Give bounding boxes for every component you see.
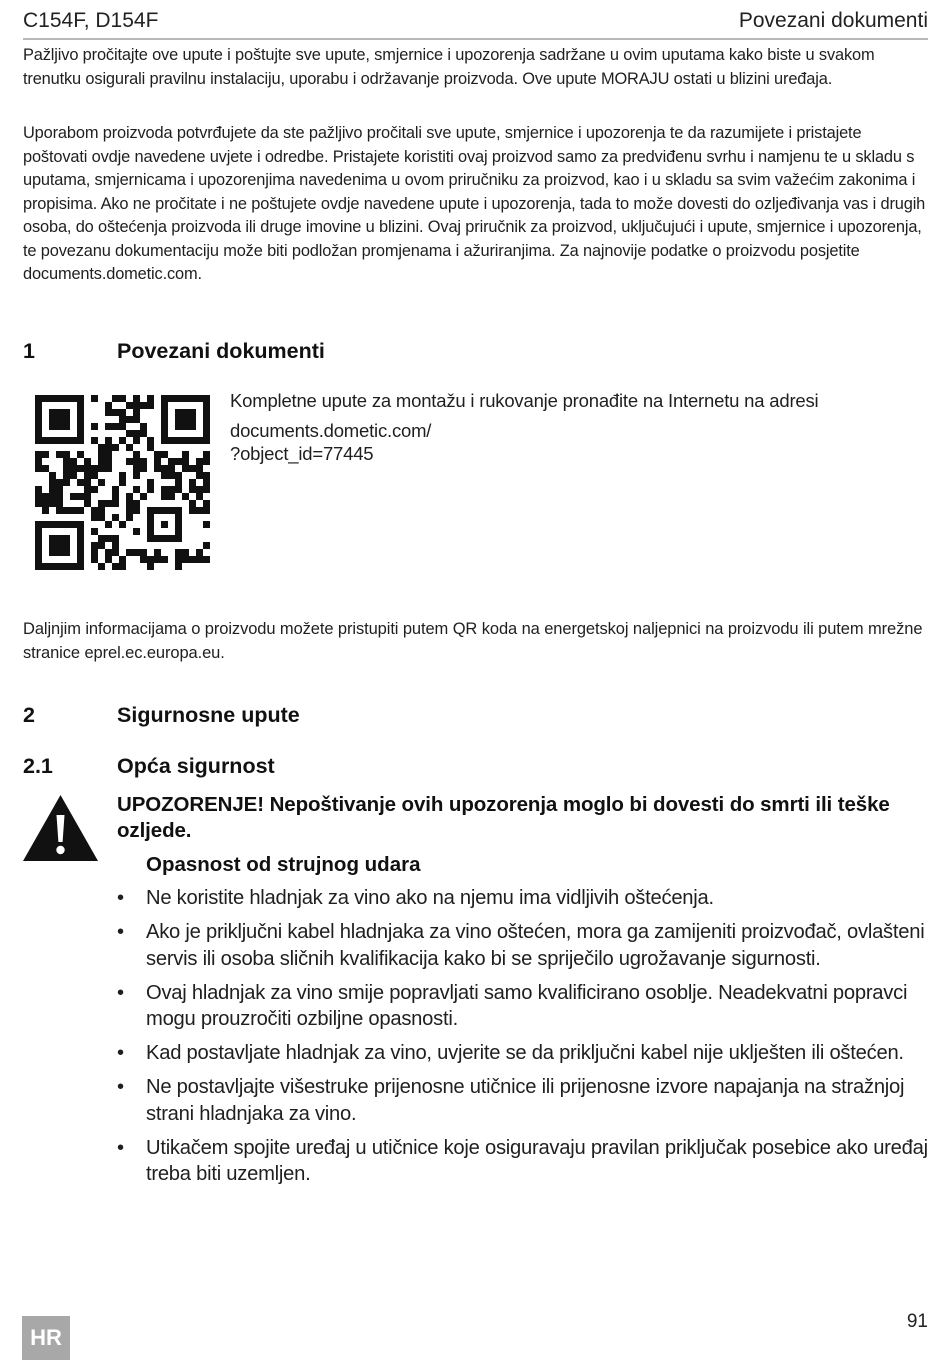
bullet-glyph: • xyxy=(117,1076,124,1098)
bullet-glyph: • xyxy=(117,1042,124,1064)
hazard-heading: Opasnost od strujnog udara xyxy=(146,853,421,876)
bullet-glyph: • xyxy=(117,981,124,1004)
documents-info-text: Kompletne upute za montažu i rukovanje pronađite na Internetu na adresi xyxy=(230,390,819,411)
documents-url-line-2[interactable]: ?object_id=77445 xyxy=(230,443,374,464)
warning-statement: UPOZORENJE! Nepoštivanje ovih upozorenja moglo bi dovesti do smrti ili teške ozljede. xyxy=(117,793,890,842)
list-item-text: Utikačem spojite uređaj u utičnice koje osiguravaju pravilan priključak posebice ako uređaj treba biti uzemljen. xyxy=(146,1136,928,1185)
page-number: 91 xyxy=(906,1311,928,1332)
section-2-title: Sigurnosne upute xyxy=(117,703,300,727)
page-header xyxy=(23,8,928,40)
section-2-1-number: 2.1 xyxy=(23,754,53,778)
language-badge: HR xyxy=(22,1316,70,1360)
header-model: C154F, D154F xyxy=(23,9,159,32)
warning-triangle-icon xyxy=(22,793,99,863)
bullet-glyph: • xyxy=(117,921,124,943)
header-section: Povezani dokumenti xyxy=(738,9,928,32)
list-item-text: Ne postavljajte višestruke prijenosne utičnice ili prijenosne izvore napajanja na stražnjoj strani hladnjaka za vino. xyxy=(146,1076,905,1125)
intro-paragraph-1: Pažljivo pročitajte ove upute i poštujte sve upute, smjernice i upozorenja sadržane u ovim uputama kako biste u svakom trenutku osigurali pravilnu instalaciju, uporabu i održavanje proizvoda. Ove upute MORAJU ostati u blizini uređaja. xyxy=(23,46,875,88)
safety-bullet-list xyxy=(117,885,928,1195)
intro-paragraph-2: Uporabom proizvoda potvrđujete da ste pažljivo pročitali sve upute, smjernice i upozorenja te da razumijete i pristajete poštovati ovdje navedene uvjete i odredbe. Pristajete koristiti ovaj proizvod samo za predviđenu svrhu i namjenu te u skladu s uputama, smjernicama i upozorenjima navedenima u ovom priručniku za proizvod, kao i u skladu sa svim važećim zakonima i propisima. Ako ne pročitate i ne poštujete ovdje navedene upute i upozorenja, tada to može dovesti do ozljeđivanja vas i drugih osoba, do oštećenja proizvoda ili druge imovine u blizini. Ovaj priručnik za proizvod, uključujući i upute, smjernice i upozorenja, te povezanu dokumentaciju može biti podložan promjenama i ažuriranjima. Za najnovije podatke o proizvodu posjetite documents.dometic.com. xyxy=(23,124,926,283)
list-item xyxy=(117,1135,928,1188)
bullet-glyph: • xyxy=(117,887,124,909)
list-item xyxy=(117,885,928,912)
list-item xyxy=(117,1040,928,1067)
documents-url-line-1[interactable]: documents.dometic.com/ xyxy=(230,420,432,441)
bullet-glyph: • xyxy=(117,1136,124,1159)
section-1-number: 1 xyxy=(23,339,35,363)
section-2-1-title: Opća sigurnost xyxy=(117,754,275,778)
eprel-paragraph: Daljnjim informacijama o proizvodu možete pristupiti putem QR koda na energetskoj naljepnici na proizvodu ili putem mrežne stranice eprel.ec.europa.eu. xyxy=(23,620,923,662)
qr-code-icon xyxy=(35,395,210,570)
list-item xyxy=(117,980,928,1033)
list-item-text: Kad postavljate hladnjak za vino, uvjerite se da priključni kabel nije uklješten ili oštećen. xyxy=(146,1042,904,1064)
list-item-text: Ako je priključni kabel hladnjaka za vino oštećen, mora ga zamijeniti proizvođač, ovlašteni servis ili osoba sličnih kvalifikacija kako bi se spriječilo ugrožavanje sigurnosti. xyxy=(146,921,925,970)
list-item-text: Ovaj hladnjak za vino smije popravljati samo kvalificirano osoblje. Neadekvatni popravci mogu prouzročiti ozbiljne opasnosti. xyxy=(146,981,908,1030)
section-2-number: 2 xyxy=(23,703,35,727)
list-item xyxy=(117,1074,928,1127)
list-item xyxy=(117,919,928,972)
section-1-title: Povezani dokumenti xyxy=(117,339,325,363)
list-item-text: Ne koristite hladnjak za vino ako na njemu ima vidljivih oštećenja. xyxy=(146,887,714,909)
